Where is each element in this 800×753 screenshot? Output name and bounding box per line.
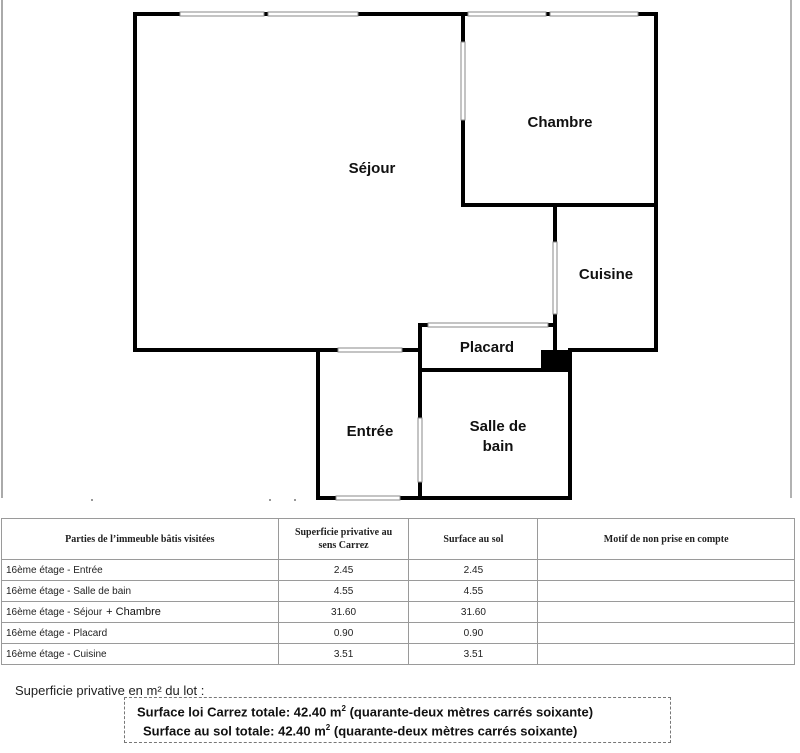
cell-part bbox=[2, 644, 279, 665]
cell-surface-sol: 0.90 bbox=[409, 623, 538, 644]
table-row bbox=[2, 623, 795, 644]
header-carrez bbox=[278, 519, 409, 560]
cell-surface-sol: 4.55 bbox=[409, 581, 538, 602]
header-carrez-line2: sens Carrez bbox=[318, 540, 369, 551]
cell-part-text: 16ème étage - Séjour bbox=[6, 607, 103, 618]
cell-carrez: 4.55 bbox=[278, 581, 409, 602]
room-label-salle-de-bain-line2: bain bbox=[482, 438, 514, 455]
summary-title: Superficie privative en m² du lot : bbox=[15, 683, 205, 698]
table-row bbox=[2, 581, 795, 602]
cell-carrez: 2.45 bbox=[278, 560, 409, 581]
cell-part bbox=[2, 581, 279, 602]
cell-part-text: 16ème étage - Entrée bbox=[6, 564, 103, 576]
opening-chambre bbox=[461, 42, 465, 120]
cell-part-extra: + Chambre bbox=[106, 606, 161, 618]
table-row bbox=[2, 602, 795, 623]
summary-carrez-words: (quarante-deux mètres carrés soixante) bbox=[349, 704, 594, 720]
surface-table bbox=[1, 518, 795, 665]
cell-motif bbox=[538, 560, 795, 581]
header-carrez-line1: Superficie privative au bbox=[294, 527, 393, 538]
cell-part-text: 16ème étage - Placard bbox=[6, 627, 108, 639]
summary-sol bbox=[143, 723, 577, 738]
cell-carrez: 31.60 bbox=[278, 602, 409, 623]
scan-mark bbox=[269, 499, 271, 501]
room-label-entree: Entrée bbox=[346, 423, 394, 440]
cell-motif bbox=[538, 623, 795, 644]
cell-motif bbox=[538, 581, 795, 602]
door-placard bbox=[428, 323, 548, 327]
cell-carrez: 0.90 bbox=[278, 623, 409, 644]
scan-mark bbox=[91, 499, 93, 501]
header-parties: Parties de l’immeuble bâtis visitées bbox=[2, 519, 279, 560]
room-label-sejour: Séjour bbox=[348, 160, 396, 177]
summary-carrez-label: Surface loi Carrez totale: 42.40 m bbox=[137, 704, 342, 720]
cell-motif bbox=[538, 602, 795, 623]
cell-part-text: 16ème étage - Salle de bain bbox=[6, 585, 132, 597]
cell-motif bbox=[538, 644, 795, 665]
summary-sol-label: Surface au sol totale: 42.40 m bbox=[143, 723, 326, 739]
cell-part bbox=[2, 560, 279, 581]
window-top-3 bbox=[468, 12, 546, 16]
cell-part bbox=[2, 602, 279, 623]
cell-surface-sol: 2.45 bbox=[409, 560, 538, 581]
summary-sol-sup: 2 bbox=[325, 723, 331, 732]
summary-carrez bbox=[137, 704, 593, 719]
summary-carrez-sup: 2 bbox=[341, 704, 346, 713]
room-label-chambre: Chambre bbox=[527, 114, 593, 131]
header-surface-sol: Surface au sol bbox=[409, 519, 538, 560]
cell-part-text: 16ème étage - Cuisine bbox=[6, 648, 107, 660]
table-row bbox=[2, 644, 795, 665]
cell-carrez: 3.51 bbox=[278, 644, 409, 665]
door-entree bbox=[336, 496, 400, 500]
window-top-4 bbox=[550, 12, 638, 16]
cell-surface-sol: 31.60 bbox=[409, 602, 538, 623]
summary-box bbox=[124, 697, 671, 743]
room-label-cuisine: Cuisine bbox=[578, 266, 634, 283]
cell-surface-sol: 3.51 bbox=[409, 644, 538, 665]
window-top-2 bbox=[268, 12, 358, 16]
table-row bbox=[2, 560, 795, 581]
window-top-1 bbox=[180, 12, 264, 16]
header-motif: Motif de non prise en compte bbox=[538, 519, 795, 560]
summary-sol-words: (quarante-deux mètres carrés soixante) bbox=[333, 723, 578, 739]
door-entree-sejour bbox=[338, 348, 402, 352]
table-header-row bbox=[2, 519, 795, 560]
technical-shaft bbox=[541, 350, 570, 370]
room-label-salle-de-bain-line1: Salle de bbox=[469, 418, 527, 435]
room-label-placard: Placard bbox=[459, 339, 515, 356]
scan-mark bbox=[294, 499, 296, 501]
table-body bbox=[2, 560, 795, 665]
cell-part bbox=[2, 623, 279, 644]
room-label-salle-de-bain bbox=[448, 417, 548, 457]
